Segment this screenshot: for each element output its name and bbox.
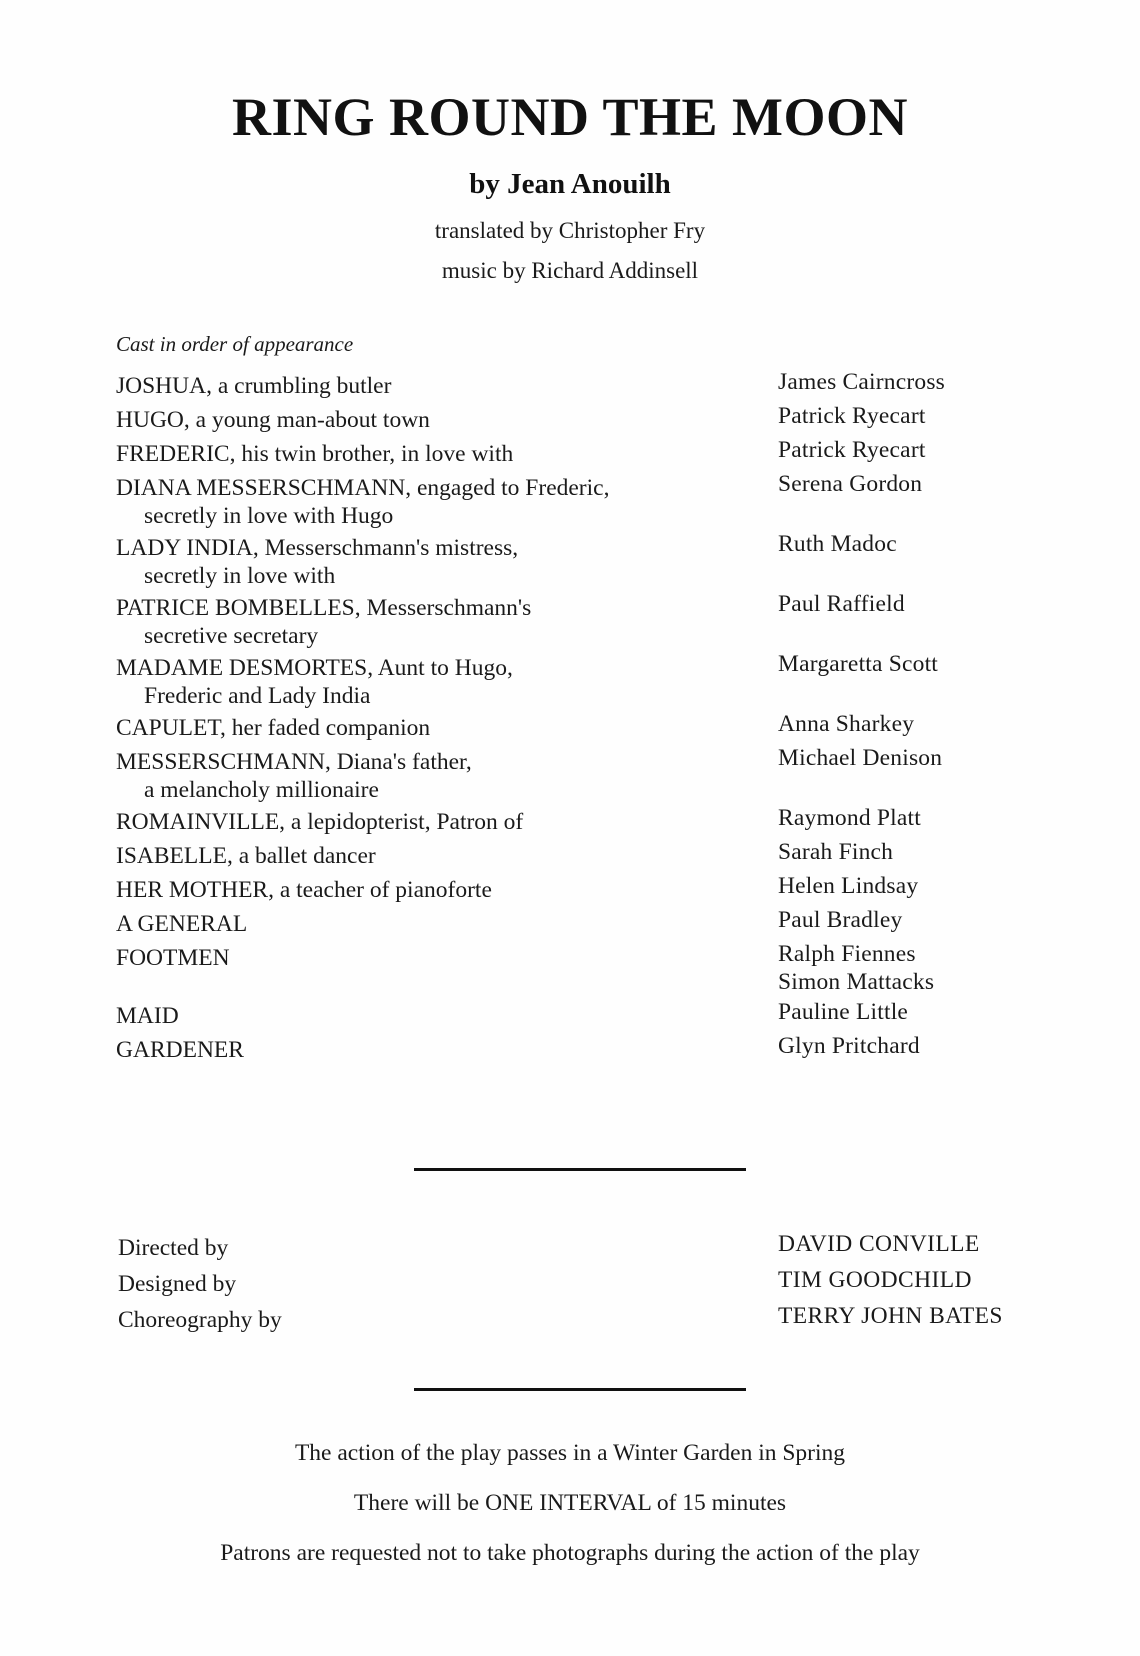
actor-cell — [778, 368, 1076, 400]
actor-name: Helen Lindsay — [778, 873, 919, 899]
role-description-continued: secretly in love with — [144, 563, 336, 589]
role-cell — [116, 440, 778, 468]
credit-name: TIM GOODCHILD — [778, 1267, 972, 1293]
cast-row — [116, 745, 1076, 804]
role-name: FOOTMEN — [116, 945, 230, 971]
actor-name: Simon Mattacks — [778, 969, 935, 995]
credit-label: Choreography by — [118, 1307, 282, 1333]
section-divider — [414, 1168, 746, 1171]
play-title: RING ROUND THE MOON — [231, 87, 909, 147]
credit-label: Designed by — [118, 1271, 237, 1297]
actor-cell — [778, 710, 1076, 742]
role-name: ROMAINVILLE, a lepidopterist, Patron of — [116, 809, 524, 835]
role-description-continued: a melancholy millionaire — [144, 777, 379, 803]
role-cell — [116, 534, 778, 590]
actor-name: Raymond Platt — [778, 805, 921, 831]
actor-name: Sarah Finch — [778, 839, 894, 865]
role-name: JOSHUA, a crumbling butler — [116, 373, 392, 399]
cast-row — [116, 591, 1076, 650]
credit-row — [118, 1266, 1078, 1302]
role-cell — [116, 808, 778, 836]
cast-row — [116, 651, 1076, 710]
actor-name: Margaretta Scott — [778, 651, 939, 677]
role-name: DIANA MESSERSCHMANN, engaged to Frederic, — [116, 475, 610, 501]
role-description-continued: Frederic and Lady India — [144, 683, 371, 709]
cast-row — [116, 839, 1076, 870]
credit-row — [118, 1230, 1078, 1266]
actor-name: Serena Gordon — [778, 471, 923, 497]
role-cell — [116, 944, 778, 996]
role-description-continued: secretive secretary — [144, 623, 319, 649]
cast-row — [116, 531, 1076, 590]
actor-name: Glyn Pritchard — [778, 1033, 920, 1059]
role-description-continued: secretly in love with Hugo — [144, 503, 394, 529]
cast-list — [116, 369, 1076, 1064]
credit-row — [118, 1302, 1078, 1338]
role-cell — [116, 474, 778, 530]
cast-row — [116, 437, 1076, 468]
cast-row — [116, 1033, 1076, 1064]
photography-note: Patrons are requested not to take photographs during the action of the play — [220, 1540, 920, 1566]
actor-cell — [778, 650, 1076, 710]
actor-cell — [778, 530, 1076, 590]
role-name: MAID — [116, 1003, 179, 1029]
role-cell — [116, 594, 778, 650]
role-cell — [116, 406, 778, 434]
cast-row — [116, 907, 1076, 938]
role-cell — [116, 748, 778, 804]
interval-note: There will be ONE INTERVAL of 15 minutes — [353, 1490, 787, 1516]
credit-name: DAVID CONVILLE — [778, 1231, 980, 1257]
role-name: PATRICE BOMBELLES, Messerschmann's — [116, 595, 532, 621]
section-divider — [414, 1388, 746, 1391]
actor-name: Ralph Fiennes — [778, 941, 916, 967]
credit-name: TERRY JOHN BATES — [778, 1303, 1003, 1329]
role-cell — [116, 842, 778, 870]
actor-cell — [778, 744, 1076, 804]
actor-name: Paul Raffield — [778, 591, 905, 617]
role-name: FREDERIC, his twin brother, in love with — [116, 441, 514, 467]
credit-label: Directed by — [118, 1235, 229, 1261]
actor-cell — [778, 470, 1076, 530]
setting-note: The action of the play passes in a Winter Garden in Spring — [294, 1440, 846, 1466]
role-cell — [116, 876, 778, 904]
cast-row — [116, 805, 1076, 836]
cast-heading: Cast in order of appearance — [116, 332, 354, 356]
actor-name: Paul Bradley — [778, 907, 903, 933]
role-cell — [116, 372, 778, 400]
author-byline: by Jean Anouilh — [469, 168, 671, 200]
actor-cell — [778, 436, 1076, 468]
actor-name: James Cairncross — [778, 369, 946, 395]
actor-cell — [778, 940, 1076, 996]
cast-row — [116, 711, 1076, 742]
translator-credit: translated by Christopher Fry — [434, 218, 706, 243]
role-cell — [116, 1002, 778, 1030]
role-name: GARDENER — [116, 1037, 244, 1063]
cast-row — [116, 403, 1076, 434]
cast-row — [116, 941, 1076, 996]
cast-row — [116, 873, 1076, 904]
role-name: LADY INDIA, Messerschmann's mistress, — [116, 535, 519, 561]
role-name: CAPULET, her faded companion — [116, 715, 431, 741]
actor-cell — [778, 804, 1076, 836]
role-cell — [116, 1036, 778, 1064]
role-name: A GENERAL — [116, 911, 248, 937]
cast-row — [116, 999, 1076, 1030]
actor-cell — [778, 402, 1076, 434]
role-cell — [116, 654, 778, 710]
actor-cell — [778, 590, 1076, 650]
role-cell — [116, 714, 778, 742]
music-credit: music by Richard Addinsell — [441, 258, 699, 283]
actor-name: Pauline Little — [778, 999, 909, 1025]
actor-cell — [778, 872, 1076, 904]
actor-cell — [778, 1032, 1076, 1064]
production-credits — [118, 1230, 1078, 1338]
role-cell — [116, 910, 778, 938]
actor-cell — [778, 998, 1076, 1030]
role-name: MESSERSCHMANN, Diana's father, — [116, 749, 472, 775]
cast-row — [116, 471, 1076, 530]
cast-row — [116, 369, 1076, 400]
actor-cell — [778, 906, 1076, 938]
role-name: HER MOTHER, a teacher of pianoforte — [116, 877, 492, 903]
role-name: HUGO, a young man-about town — [116, 407, 430, 433]
actor-name: Anna Sharkey — [778, 711, 915, 737]
actor-name: Patrick Ryecart — [778, 403, 926, 429]
role-name: MADAME DESMORTES, Aunt to Hugo, — [116, 655, 513, 681]
actor-name: Ruth Madoc — [778, 531, 897, 557]
role-name: ISABELLE, a ballet dancer — [116, 843, 376, 869]
actor-name: Michael Denison — [778, 745, 943, 771]
actor-cell — [778, 838, 1076, 870]
actor-name: Patrick Ryecart — [778, 437, 926, 463]
